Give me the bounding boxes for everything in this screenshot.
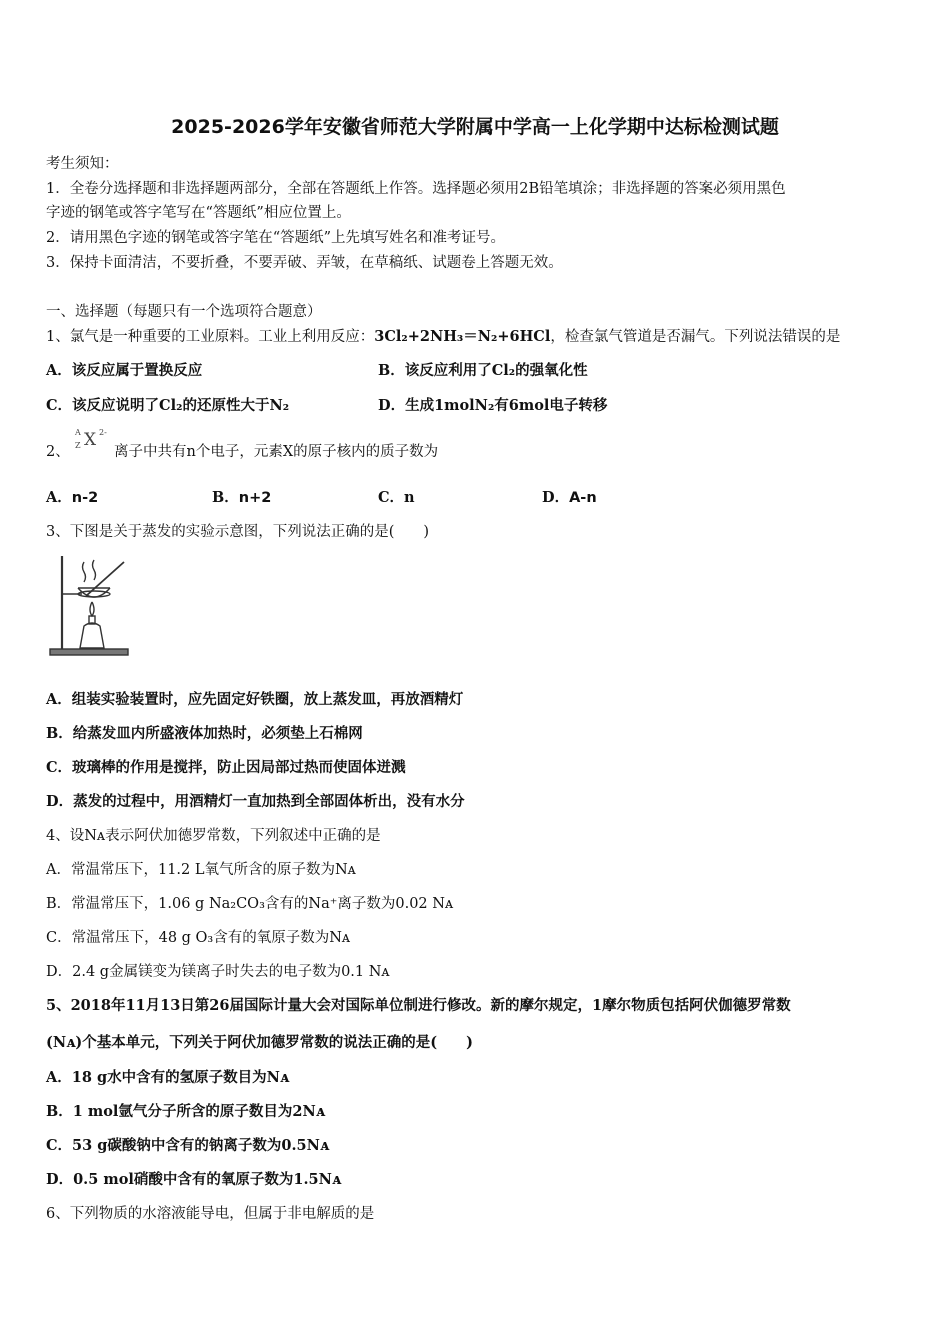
q5-option-b: B．1 mol氩气分子所含的原子数目为2Nᴀ: [46, 1103, 326, 1120]
q2-option-c-value: n: [404, 489, 415, 506]
q2-charge: 2-: [99, 428, 107, 437]
evaporation-apparatus-figure: [48, 552, 132, 660]
q3-option-b: B．给蒸发皿内所盛液体加热时，必须垫上石棉网: [46, 725, 363, 742]
q1-option-d: D．生成1molN₂有6mol电子转移: [378, 397, 608, 414]
notice-item-2: 2．请用黑色字迹的钢笔或答字笔在“答题纸”上先填写姓名和准考证号。: [46, 230, 506, 246]
q2-option-a-label: A．: [46, 489, 72, 506]
q3-option-c: C．玻璃棒的作用是搅拌，防止因局部过热而使固体迸溅: [46, 759, 406, 776]
q2-option-d-label: D．: [542, 489, 570, 506]
q2-stem: 离子中共有n个电子，元素X的原子核内的质子数为: [114, 444, 439, 460]
q5-option-a: A．18 g水中含有的氢原子数目为Nᴀ: [46, 1069, 290, 1086]
q2-option-c: [378, 488, 415, 508]
notice-item-1: 1．全卷分选择题和非选择题两部分，全部在答题纸上作答。选择题必须用2B铅笔填涂；非选择题的答案必须用黑色: [46, 181, 786, 197]
q2-option-a: [46, 488, 98, 508]
q2-option-a-value: n-2: [71, 490, 99, 506]
q4-stem: 4、设Nᴀ表示阿伏加德罗常数，下列叙述中正确的是: [46, 828, 381, 844]
q3-stem: 3、下图是关于蒸发的实验示意图，下列说法正确的是( ): [46, 524, 430, 540]
q2-option-b-value: n+2: [238, 490, 272, 506]
q4-option-b: B．常温常压下，1.06 g Na₂CO₃含有的Na⁺离子数为0.02 Nᴀ: [46, 896, 454, 912]
q2-option-b-label: B．: [212, 489, 239, 506]
q6-stem: 6、下列物质的水溶液能导电，但属于非电解质的是: [46, 1206, 375, 1222]
q2-option-b: [212, 488, 271, 508]
notice-item-3: 3．保持卡面清洁，不要折叠，不要弄破、弄皱，在草稿纸、试题卷上答题无效。: [46, 255, 563, 271]
q1-equation: 3Cl₂+2NH₃＝N₂+6HCl: [374, 328, 551, 345]
q2-option-c-label: C．: [378, 489, 405, 506]
q2-mass-number: A: [75, 428, 81, 437]
q1-option-a: A．该反应属于置换反应: [46, 362, 203, 379]
notice-item-1-cont: 字迹的钢笔或答字笔写在“答题纸”相应位置上。: [46, 205, 351, 221]
q4-option-c: C．常温常压下，48 g O₃含有的氧原子数为Nᴀ: [46, 930, 351, 946]
q2-element-symbol: X: [84, 430, 97, 450]
q2-number: 2、: [46, 444, 70, 460]
notice-heading: 考生须知：: [46, 156, 119, 172]
q2-nuclide-symbol: [73, 428, 113, 454]
q4-option-d: D．2.4 g金属镁变为镁离子时失去的电子数为0.1 Nᴀ: [46, 964, 390, 980]
page-title: 2025-2026学年安徽省师范大学附属中学高一上化学期中达标检测试题: [171, 116, 779, 138]
q1-option-b: B．该反应利用了Cl₂的强氧化性: [378, 362, 588, 379]
q3-option-a: A．组装实验装置时，应先固定好铁圈，放上蒸发皿，再放酒精灯: [46, 691, 464, 708]
section-heading: 一、选择题（每题只有一个选项符合题意）: [46, 304, 322, 320]
q1-stem-a: 1、氯气是一种重要的工业原料。工业上利用反应：: [46, 329, 375, 345]
q1-option-c: C．该反应说明了Cl₂的还原性大于N₂: [46, 397, 290, 414]
q2-option-d: [542, 488, 597, 508]
q1-stem-b: ，检查氯气管道是否漏气。下列说法错误的是: [550, 329, 841, 345]
q4-option-a: A．常温常压下，11.2 L氧气所含的原子数为Nᴀ: [46, 862, 356, 878]
q5-option-c: C．53 g碳酸钠中含有的钠离子数为0.5Nᴀ: [46, 1137, 330, 1154]
q2-atomic-number: Z: [75, 441, 81, 450]
q3-option-d: D．蒸发的过程中，用酒精灯一直加热到全部固体析出，没有水分: [46, 793, 465, 810]
q5-stem-line-2: (Nᴀ)个基本单元，下列关于阿伏加德罗常数的说法正确的是( ): [46, 1034, 473, 1051]
q2-option-d-value: A-n: [569, 490, 597, 506]
question-1-stem: [46, 327, 840, 347]
q5-option-d: D．0.5 mol硝酸中含有的氧原子数为1.5Nᴀ: [46, 1171, 342, 1188]
q5-stem-line-1: 5、2018年11月13日第26届国际计量大会对国际单位制进行修改。新的摩尔规定，1摩尔物质包括阿伏伽德罗常数: [46, 997, 791, 1014]
